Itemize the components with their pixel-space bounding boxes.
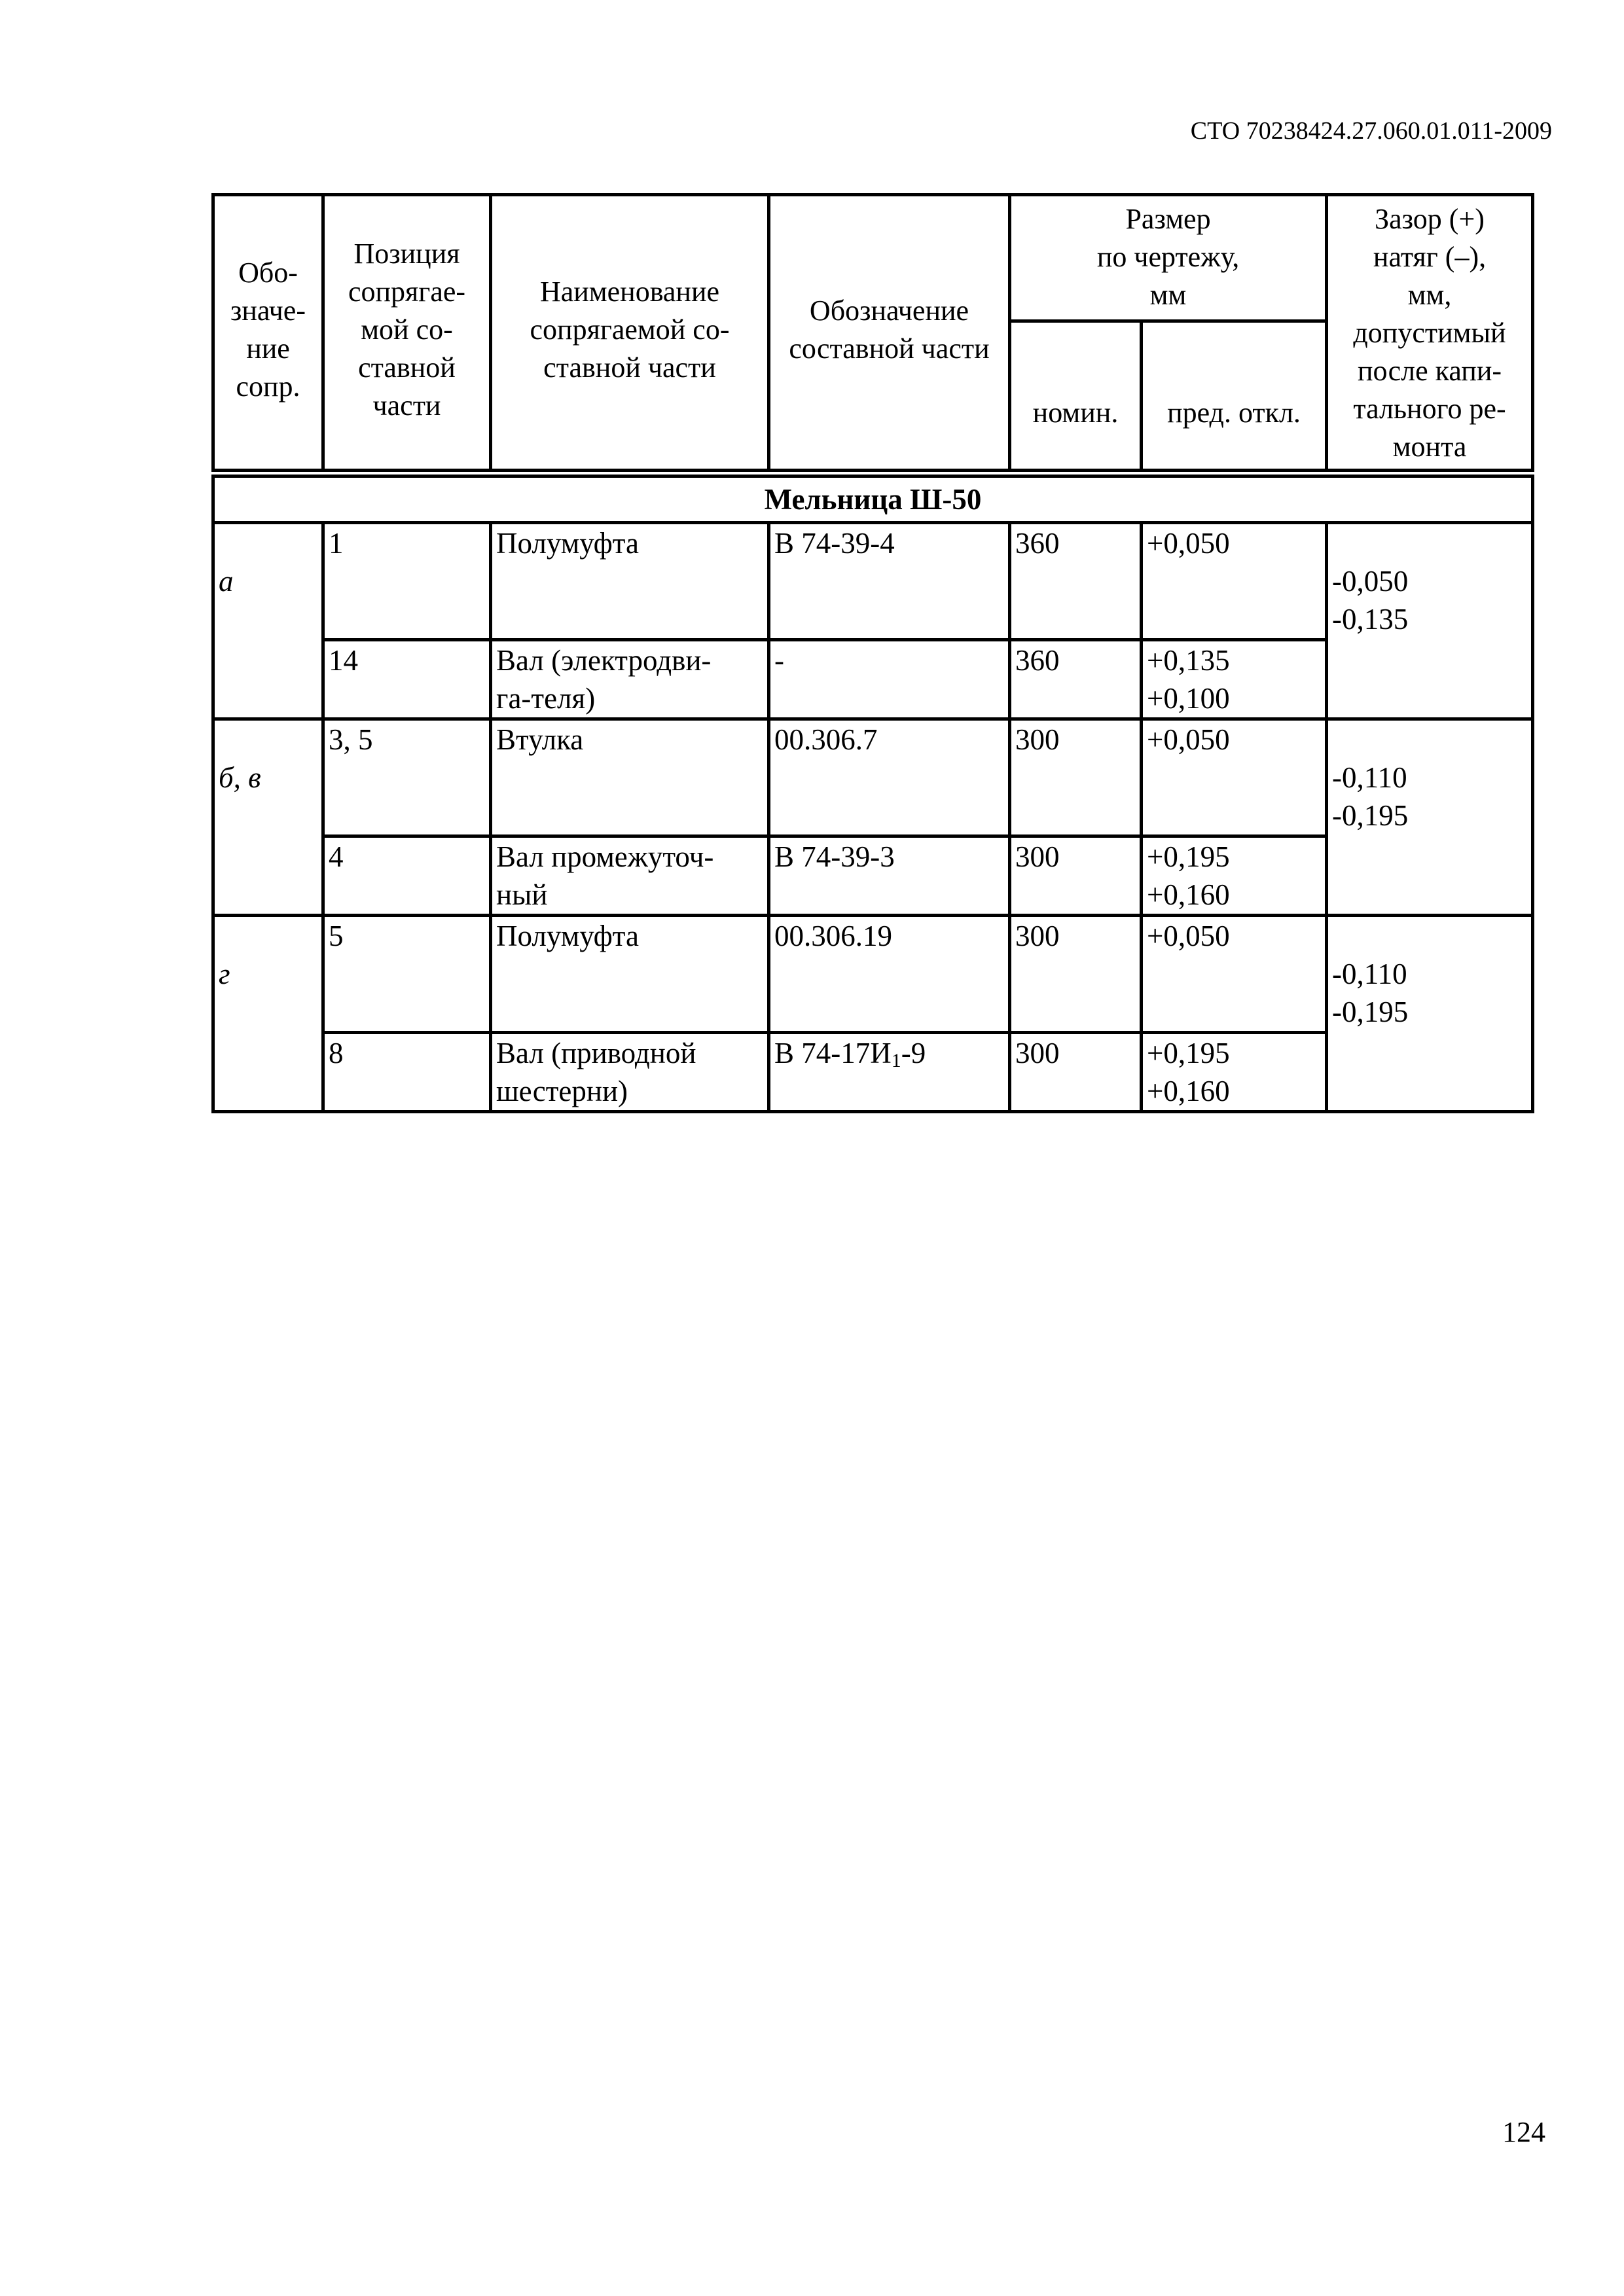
designation-cell: а <box>213 523 323 719</box>
mating-parts-table <box>211 193 1534 1113</box>
part-name-cell: Полумуфта <box>491 916 769 1033</box>
col-header-nominal: номин. <box>1010 321 1142 473</box>
col-header-name: Наименование сопрягаемой со- ставной части <box>491 195 769 474</box>
gap-cell: -0,110 -0,195 <box>1327 916 1533 1112</box>
col-header-designation: Обо- значе- ние сопр. <box>213 195 323 474</box>
gap-cell: -0,110 -0,195 <box>1327 719 1533 916</box>
part-code-cell: В 74-39-4 <box>769 523 1010 640</box>
nominal-cell: 360 <box>1010 640 1142 719</box>
part-code-cell: 00.306.19 <box>769 916 1010 1033</box>
nominal-cell: 300 <box>1010 719 1142 836</box>
part-name-cell: Вал промежуточ- ный <box>491 836 769 916</box>
part-name-cell: Втулка <box>491 719 769 836</box>
position-cell: 5 <box>323 916 491 1033</box>
part-code-cell: В 74-39-3 <box>769 836 1010 916</box>
section-title: Мельница Ш-50 <box>213 473 1533 523</box>
nominal-cell: 360 <box>1010 523 1142 640</box>
col-header-tolerance: пред. откл. <box>1142 321 1327 473</box>
col-header-position: Позиция сопрягае- мой со- ставной части <box>323 195 491 474</box>
part-name-cell: Вал (приводной шестерни) <box>491 1033 769 1112</box>
document-code: СТО 70238424.27.060.01.011-2009 <box>1190 117 1552 145</box>
designation-cell: б, в <box>213 719 323 916</box>
tolerance-cell: +0,195 +0,160 <box>1142 1033 1327 1112</box>
table-row <box>213 916 1533 1033</box>
gap-cell: -0,050 -0,135 <box>1327 523 1533 719</box>
designation-cell: г <box>213 916 323 1112</box>
tolerance-cell: +0,050 <box>1142 523 1327 640</box>
part-code-cell: - <box>769 640 1010 719</box>
tolerance-cell: +0,135 +0,100 <box>1142 640 1327 719</box>
nominal-cell: 300 <box>1010 916 1142 1033</box>
page-number: 124 <box>1502 2116 1545 2148</box>
col-header-gap: Зазор (+) натяг (–), мм, допустимый после капи- тального ре- монта <box>1327 195 1533 474</box>
nominal-cell: 300 <box>1010 1033 1142 1112</box>
position-cell: 4 <box>323 836 491 916</box>
nominal-cell: 300 <box>1010 836 1142 916</box>
part-name-cell: Полумуфта <box>491 523 769 640</box>
part-code-cell: 00.306.7 <box>769 719 1010 836</box>
tolerance-cell: +0,050 <box>1142 916 1327 1033</box>
col-header-drawing-size: Размер по чертежу, мм <box>1010 195 1327 321</box>
part-code-cell: В $74-17И_1-9$ <box>769 1033 1010 1112</box>
position-cell: 3, 5 <box>323 719 491 836</box>
tolerance-cell: +0,195 +0,160 <box>1142 836 1327 916</box>
position-cell: 8 <box>323 1033 491 1112</box>
tolerance-cell: +0,050 <box>1142 719 1327 836</box>
position-cell: 1 <box>323 523 491 640</box>
table-row <box>213 719 1533 836</box>
position-cell: 14 <box>323 640 491 719</box>
table-row <box>213 523 1533 640</box>
col-header-part-code: Обозначение составной части <box>769 195 1010 474</box>
part-name-cell: Вал (электродви- га-теля) <box>491 640 769 719</box>
